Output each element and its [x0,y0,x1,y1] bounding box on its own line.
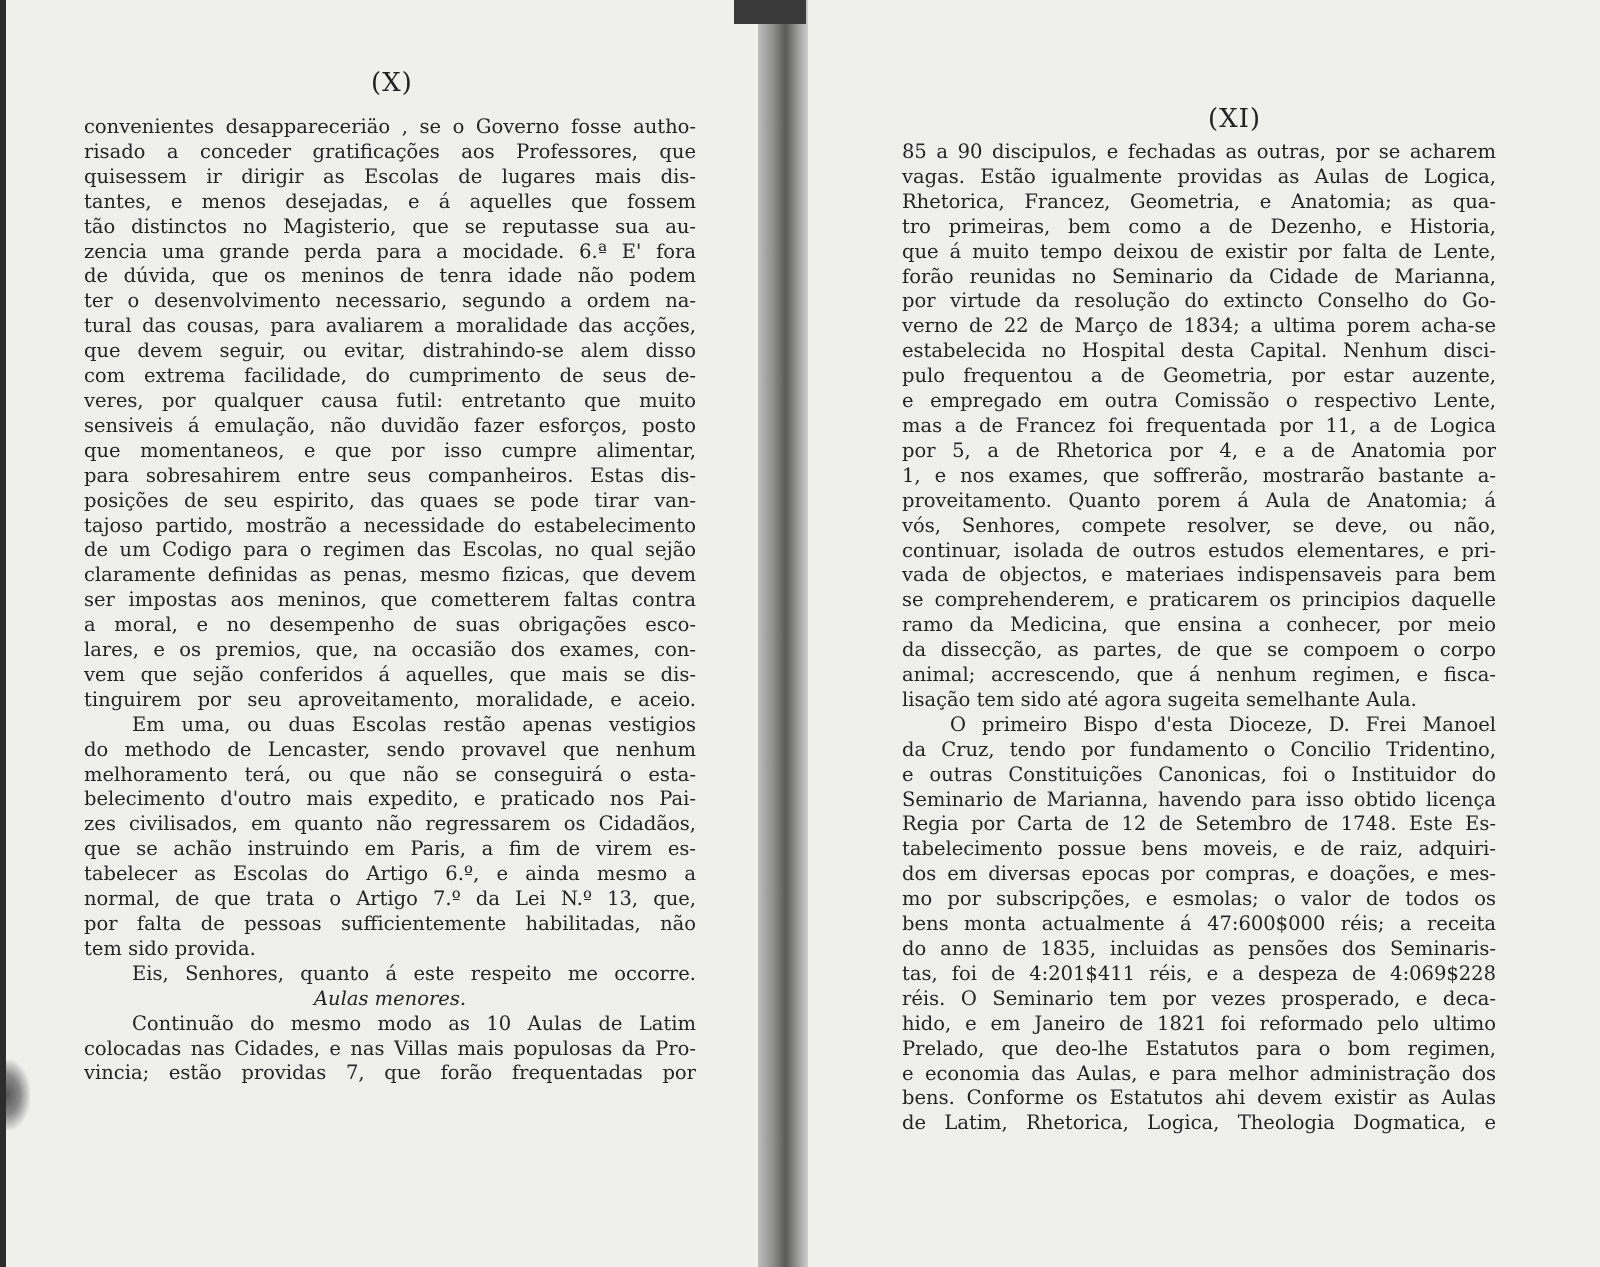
text-line: vada de objectos, e materiaes indispensaveis para bem [902,563,1496,587]
text-line: convenientes desappareceriäo , se o Governo fosse autho- [84,115,696,138]
text-line: lisação tem sido até agora sugeita semelhante Aula. [902,687,1417,711]
text-line: continuar, isolada de outros estudos elementares, e pri- [902,538,1496,562]
text-line: sensiveis á emulação, não duvidão fazer esforços, posto [84,413,696,437]
text-line: Eis, Senhores, quanto á este respeito me occorre. [132,961,696,985]
text-line: risado a conceder gratificações aos Professores, que [84,139,696,163]
text-line: da dissecção, as partes, de que se compoem o corpo [902,638,1496,662]
text-line: com extrema facilidade, do cumprimento de seus de- [84,364,696,388]
text-line: que á muito tempo deixou de existir por falta de Lente, [902,239,1496,263]
text-line: réis. O Seminario tem por vezes prosperado, e deca- [902,986,1496,1010]
text-line: zencia uma grande perda para a mocidade. 6.ª E' fora [84,239,696,263]
text-line: colocadas nas Cidades, e nas Villas mais populosas da Pro- [84,1036,696,1060]
text-line: e economia das Aulas, e para melhor administração dos [902,1061,1496,1085]
left-page [0,0,758,1267]
text-line: tinguirem por seu aproveitamento, moralidade, e aceio. [84,687,696,711]
text-line: tem sido provida. [84,936,256,960]
text-line: de Latim, Rhetorica, Logica, Theologia Dogmatica, e [902,1111,1496,1135]
text-line: de dúvida, que os meninos de tenra idade não podem [84,264,696,288]
text-line: bens monta actualmente á 47:600$000 réis; a receita [902,912,1496,936]
text-line: belecimento d'outro mais expedito, e praticado nos Pai- [84,787,696,811]
text-line: para sobresahirem entre seus companheiros. Estas dis- [84,463,696,487]
text-line: lares, e os premios, que, na occasião dos exames, con- [84,638,696,662]
section-heading: Aulas menores. [313,986,467,1010]
text-line: veres, por qualquer causa futil: entretanto que muito [84,388,696,412]
text-line: do anno de 1835, incluidas as pensões dos Seminaris- [902,937,1496,960]
text-line: normal, de que trata o Artigo 7.º da Lei N.º 13, que, [84,887,696,911]
text-line: claramente definidas as penas, mesmo fizicas, que devem [84,563,696,587]
text-line: e empregado em outra Comissão o respectivo Lente, [902,389,1496,413]
text-line: proveitamento. Quanto porem á Aula de Anatomia; á [902,488,1496,512]
text-line: Seminario de Marianna, havendo para isso obtido licença [902,787,1496,811]
text-line: Rhetorica, Francez, Geometria, e Anatomia; as qua- [902,189,1496,213]
text-line: hido, e em Janeiro de 1821 foi reformado pelo ultimo [902,1011,1496,1035]
text-line: tro primeiras, bem como a de Dezenho, e Historia, [902,214,1496,238]
text-line: por falta de pessoas sufficientemente habilitadas, não [84,912,696,935]
text-line: ramo da Medicina, que ensina a conhecer, por meio [902,613,1496,637]
text-line: que devem seguir, ou evitar, distrahindo-se alem disso [84,339,696,363]
text-line: verno de 22 de Março de 1834; a ultima porem acha-se [902,314,1496,338]
text-line: tão distinctos no Magisterio, que se reputasse sua au- [84,214,696,238]
text-line: que momentaneos, e que por isso cumpre alimentar, [84,438,696,462]
text-line: pulo frequentou a de Geometria, por estar auzente, [902,364,1496,388]
text-line: vem que sejão conferidos á aquelles, que mais se dis- [84,662,696,686]
text-line: bens. Conforme os Estatutos ahi devem existir as Aulas [902,1086,1496,1110]
text-line: tajoso partido, mostrão a necessidade do estabelecimento [84,513,696,537]
page-smudge [6,1060,30,1130]
text-line: tabelecimento possue bens moveis, e de raiz, adquiri- [902,837,1496,861]
text-line: melhoramento terá, ou que não se conseguirá o esta- [84,762,696,786]
book-gutter [758,0,808,1267]
text-line: dos em diversas epocas por compras, e doações, e mes- [902,862,1496,886]
text-line: 1, e nos exames, que soffrerão, mostrarão bastante a- [902,463,1496,487]
text-line: mas a de Francez foi frequentada por 11, a de Logica [902,413,1496,437]
text-line: ser impostas aos meninos, que cometterem faltas contra [84,588,696,612]
text-line: vagas. Estão igualmente providas as Aulas de Logica, [902,164,1496,188]
text-line: que se achão instruindo em Paris, a fim de virem es- [84,837,696,861]
right-page-text [902,140,1496,1136]
text-line: ter o desenvolvimento necessario, segundo a ordem na- [84,289,696,313]
text-line: estabelecida no Hospital desta Capital. Nenhum disci- [902,339,1496,363]
text-line: 85 a 90 discipulos, e fechadas as outras, por se acharem [902,140,1496,163]
left-page-text [84,115,696,1086]
left-page-number: (X) [371,68,413,98]
text-line: Prelado, que deo-lhe Estatutos para o bom regimen, [902,1036,1496,1060]
text-line: O primeiro Bispo d'esta Dioceze, D. Frei Manoel [950,712,1496,736]
text-line: e outras Constituições Canonicas, foi o Instituidor do [902,762,1496,786]
text-line: tantes, e menos desejadas, e á aquelles que fossem [84,189,696,213]
text-line: animal; accrescendo, que á nenhum regimen, e fisca- [902,663,1496,687]
text-line: Continuão do mesmo modo as 10 Aulas de Latim [132,1011,696,1035]
text-line: forão reunidas no Seminario da Cidade de Marianna, [902,264,1496,288]
text-line: se comprehenderem, e praticarem os principios daquelle [902,588,1496,612]
text-line: tabelecer as Escolas do Artigo 6.º, e ainda mesmo a [84,862,696,886]
text-line: da Cruz, tendo por fundamento o Concilio Tridentino, [902,737,1496,761]
text-line: Em uma, ou duas Escolas restão apenas vestigios [132,712,696,736]
text-line: de um Codigo para o regimen das Escolas, no qual sejão [84,538,696,562]
text-line: a moral, e no desempenho de suas obrigações esco- [84,613,696,637]
binding-edge [734,0,806,24]
text-line: tas, foi de 4:201$411 réis, e a despeza de 4:069$228 [902,961,1496,985]
text-line: vós, Senhores, compete resolver, se deve, ou não, [902,513,1496,537]
text-line: por 5, a de Rhetorica por 4, e a de Anatomia por [902,438,1496,462]
text-line: do methodo de Lencaster, sendo provavel que nenhum [84,737,696,761]
text-line: posições de seu espirito, das quaes se pode tirar van- [84,488,696,512]
right-page-number: (XI) [1208,104,1262,134]
text-line: por virtude da resolução do extincto Conselho do Go- [902,289,1496,313]
text-line: quisessem ir dirigir as Escolas de lugares mais dis- [84,164,696,188]
text-line: zes civilisados, em quanto não regressarem os Cidadãos, [84,812,696,836]
text-line: vincia; estão providas 7, que forão frequentadas por [84,1061,696,1085]
text-line: Regia por Carta de 12 de Setembro de 1748. Este Es- [902,812,1496,836]
text-line: mo por subscripções, e esmolas; o valor de todos os [902,887,1496,911]
text-line: tural das cousas, para avaliarem a moralidade das acções, [84,314,696,338]
right-page [808,0,1600,1267]
